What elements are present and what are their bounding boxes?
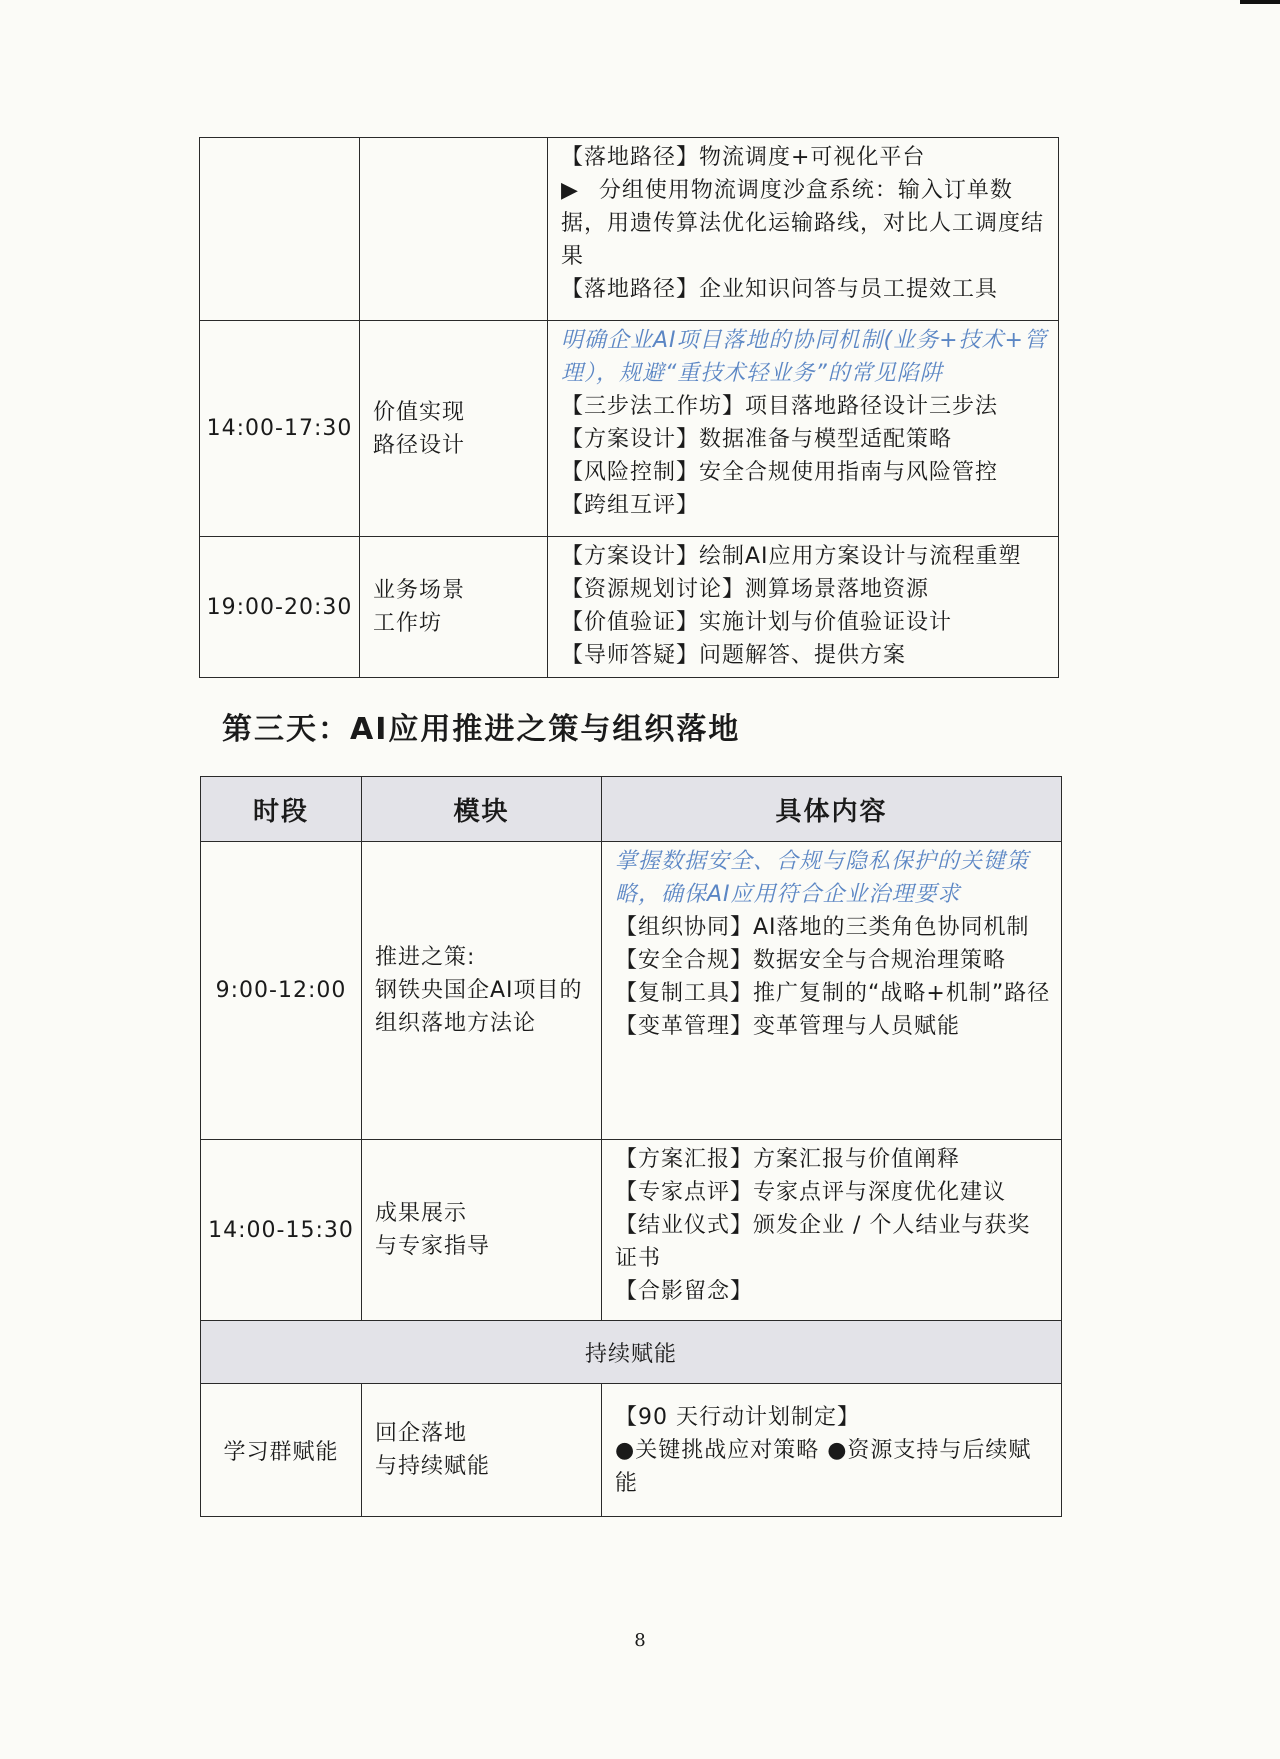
content-line: 【三步法工作坊】项目落地路径设计三步法 <box>561 394 999 419</box>
bullet-text: 分组使用物流调度沙盒系统：输入订单数据，用遗传算法优化运输路线，对比人工调度结果 <box>561 178 1045 269</box>
corner-mark <box>1240 0 1280 4</box>
module-line: 成果展示 <box>375 1201 468 1226</box>
table-row <box>200 138 1059 321</box>
goal-text: 掌握数据安全、合规与隐私保护的关键策略，确保AI应用符合企业治理要求 <box>615 849 1030 907</box>
goal-text: 明确企业AI项目落地的协同机制(业务+技术+管理），规避“重技术轻业务”的常见陷阱 <box>561 328 1047 386</box>
content-line: 【专家点评】专家点评与深度优化建议 <box>615 1180 1007 1205</box>
module-line: 与持续赋能 <box>375 1454 491 1479</box>
content-line: 【变革管理】变革管理与人员赋能 <box>615 1014 961 1039</box>
content-line: 【方案设计】绘制AI应用方案设计与流程重塑 <box>561 544 1022 569</box>
table-row <box>201 1384 1062 1517</box>
page-number: 8 <box>634 1630 646 1651</box>
module-cell <box>362 842 602 1140</box>
module-line: 业务场景 <box>373 578 466 603</box>
content-line: 【组织协同】AI落地的三类角色协同机制 <box>615 915 1030 940</box>
module-cell <box>362 1140 602 1321</box>
table-row <box>200 537 1059 678</box>
table-header-row <box>201 777 1062 842</box>
table-row <box>200 321 1059 537</box>
content-line: 【复制工具】推广复制的“战略+机制”路径 <box>615 981 1051 1006</box>
content-cell <box>602 1384 1062 1517</box>
time-cell <box>200 138 360 321</box>
module-line: 与专家指导 <box>375 1234 491 1259</box>
content-line: 【落地路径】企业知识问答与员工提效工具 <box>561 277 999 302</box>
table-row <box>201 1140 1062 1321</box>
module-cell <box>360 138 548 321</box>
content-line: 【价值验证】实施计划与价值验证设计 <box>561 610 953 635</box>
module-line: 价值实现 <box>373 399 466 425</box>
module-line: 工作坊 <box>373 611 443 636</box>
content-cell <box>602 842 1062 1140</box>
content-line: 【导师答疑】问题解答、提供方案 <box>561 643 907 668</box>
triangle-bullet-icon: ▶ <box>561 178 579 203</box>
header-time: 时段 <box>201 777 362 842</box>
header-module: 模块 <box>362 777 602 842</box>
section-row <box>201 1321 1062 1384</box>
content-line: 【结业仪式】颁发企业 / 个人结业与获奖证书 <box>615 1213 1031 1271</box>
content-line: 【资源规划讨论】测算场景落地资源 <box>561 577 930 602</box>
header-content: 具体内容 <box>602 777 1062 842</box>
content-line: 【方案设计】数据准备与模型适配策略 <box>561 427 953 452</box>
day3-heading: 第三天：AI应用推进之策与组织落地 <box>222 712 741 747</box>
time-cell: 14:00-17:30 <box>200 321 360 537</box>
content-line: 【安全合规】数据安全与合规治理策略 <box>615 948 1007 973</box>
table-row <box>201 842 1062 1140</box>
content-cell <box>548 537 1059 678</box>
content-line: 【90 天行动计划制定】 <box>615 1404 860 1430</box>
content-cell <box>548 138 1059 321</box>
time-cell: 19:00-20:30 <box>200 537 360 678</box>
section-label: 持续赋能 <box>201 1321 1062 1384</box>
content-line: 【落地路径】物流调度+可视化平台 <box>561 145 926 170</box>
module-cell <box>362 1384 602 1517</box>
content-line <box>561 174 1050 273</box>
content-line: 【合影留念】 <box>615 1279 754 1304</box>
module-line: 路径设计 <box>373 432 466 458</box>
content-line: ●关键挑战应对策略 ●资源支持与后续赋能 <box>615 1437 1032 1496</box>
time-cell: 9:00-12:00 <box>201 842 362 1140</box>
module-cell <box>360 321 548 537</box>
content-line: 【方案汇报】方案汇报与价值阐释 <box>615 1147 961 1172</box>
module-line: 回企落地 <box>375 1421 468 1446</box>
day2-schedule-table <box>199 137 1059 678</box>
content-line: 【风险控制】安全合规使用指南与风险管控 <box>561 460 999 485</box>
module-line: 推进之策: <box>375 945 476 970</box>
time-cell: 学习群赋能 <box>201 1384 362 1517</box>
module-cell <box>360 537 548 678</box>
content-line: 【跨组互评】 <box>561 493 700 518</box>
content-cell <box>602 1140 1062 1321</box>
module-line: 钢铁央国企AI项目的组织落地方法论 <box>375 978 583 1036</box>
time-cell: 14:00-15:30 <box>201 1140 362 1321</box>
day3-schedule-table <box>200 776 1062 1517</box>
content-cell <box>548 321 1059 537</box>
